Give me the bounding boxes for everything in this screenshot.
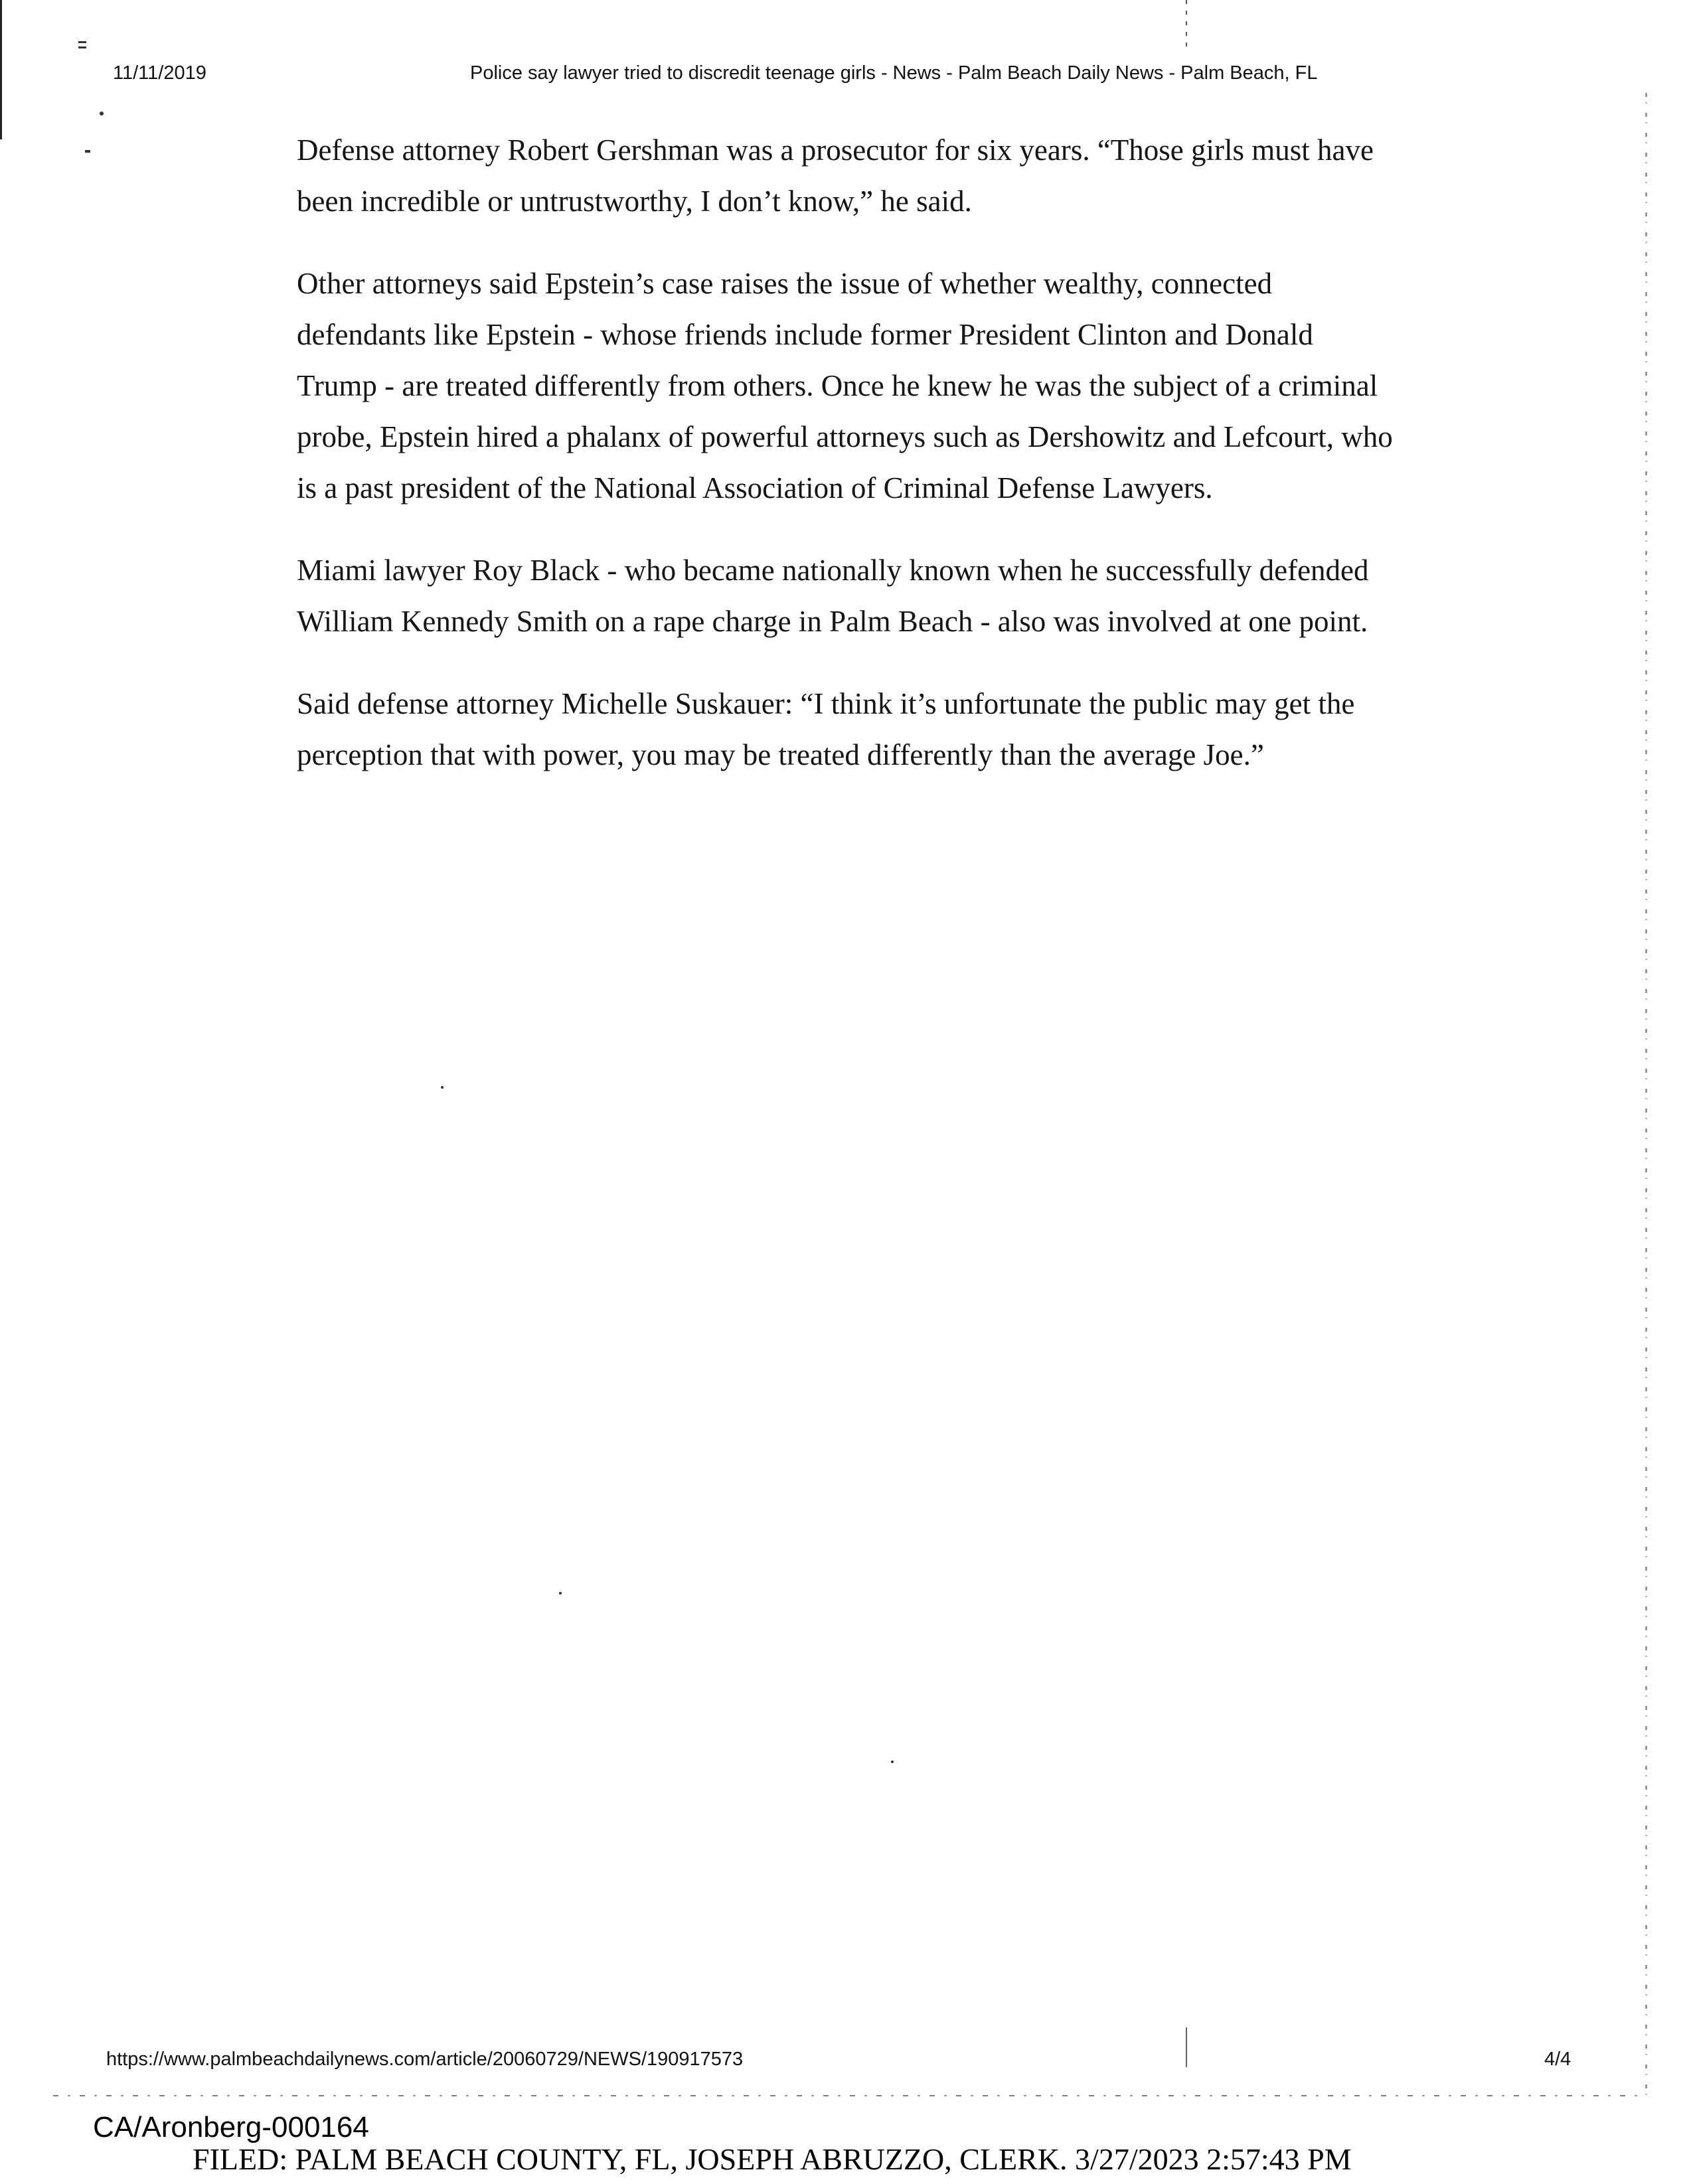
scan-tick-footer <box>1186 2027 1187 2067</box>
scan-mark <box>78 46 86 48</box>
scan-mark <box>891 1760 894 1763</box>
scan-edge-left <box>0 0 2 139</box>
article-paragraph: Other attorneys said Epstein’s case raises the issue of whether wealthy, connected defendants like Epstein - whose friends include former President Clinton and Donald Trump - are treated differently from others. Once he knew he was the subject of a criminal probe, Epstein hired a phalanx of powerful attorneys such as Dershowitz and Lefcourt, who is a past president of the National Association of Criminal Defense Lawyers. <box>297 267 1393 505</box>
article-paragraph: Defense attorney Robert Gershman was a prosecutor for six years. “Those girls must have been incredible or untrustworthy, I don’t know,” he said. <box>297 133 1374 218</box>
print-page-title: Police say lawyer tried to discredit teenage girls - News - Palm Beach Daily News - Palm Beach, FL <box>470 62 1318 84</box>
scan-mark <box>78 41 86 43</box>
scan-mark <box>100 112 104 116</box>
scan-edge-right <box>1645 93 1647 2104</box>
scan-mark <box>559 1592 562 1595</box>
scan-dashed-line <box>53 2095 1647 2096</box>
scan-tick-top <box>1186 0 1187 53</box>
article-body <box>297 125 1399 812</box>
print-date: 11/11/2019 <box>113 62 206 84</box>
scan-mark <box>441 1086 443 1089</box>
scan-mark <box>85 150 90 153</box>
filing-stamp: FILED: PALM BEACH COUNTY, FL, JOSEPH ABRUZZO, CLERK. 3/27/2023 2:57:43 PM <box>193 2142 1352 2176</box>
bates-number: CA/Aronberg-000164 <box>93 2111 369 2144</box>
article-paragraph: Said defense attorney Michelle Suskauer: “I think it’s unfortunate the public may get the perception that with power, you may be treated differently than the average Joe.” <box>297 687 1355 771</box>
article-paragraph: Miami lawyer Roy Black - who became nationally known when he successfully defended William Kennedy Smith on a rape charge in Palm Beach - also was involved at one point. <box>297 554 1369 638</box>
print-url: https://www.palmbeachdailynews.com/article/20060729/NEWS/190917573 <box>106 2049 744 2070</box>
page-number: 4/4 <box>1544 2049 1571 2070</box>
